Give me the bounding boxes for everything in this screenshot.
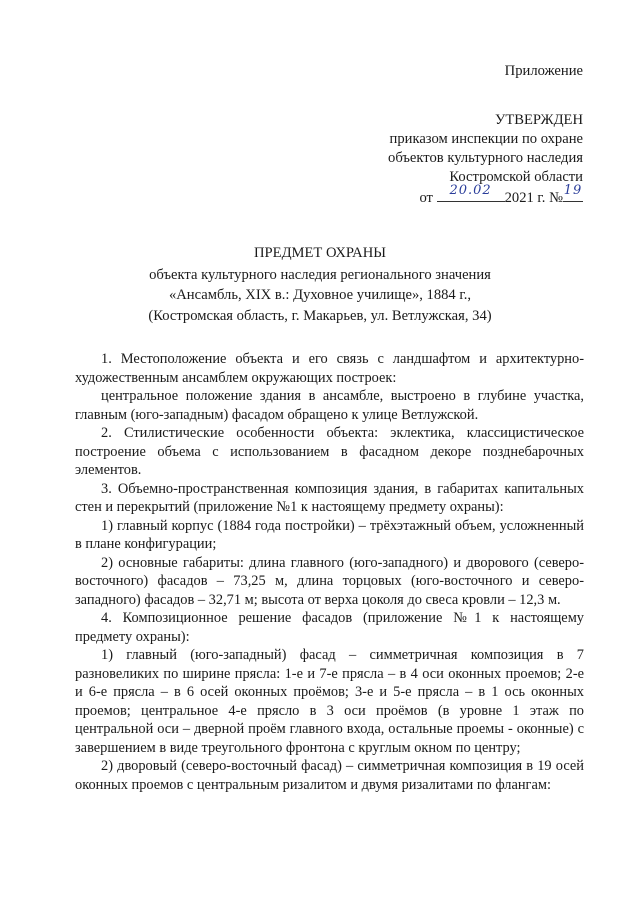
approval-block [388, 111, 583, 208]
heading-title: ПРЕДМЕТ ОХРАНЫ [254, 245, 386, 261]
approval-line: Костромской области [449, 169, 583, 185]
paragraph: 2. Стилистические особенности объекта: эклектика, классицистическое построение объема с использованием в фасадном декоре позднебарочных элементов. [75, 425, 584, 478]
paragraph: 2) дворовый (северо-восточный фасад) – симметричная композиция в 19 осей оконных проемов с центральным ризалитом и двумя ризалитами по флангам: [75, 758, 584, 793]
approval-date-line [388, 183, 583, 208]
paragraph: 1) главный корпус (1884 года постройки) – трёхэтажный объем, усложненный в плане конфигурации; [75, 517, 584, 552]
from-prefix: от [419, 190, 433, 206]
heading-line: объекта культурного наследия регионального значения [149, 266, 491, 283]
paragraph: 3. Объемно-пространственная композиция здания, в габаритах капитальных стен и перекрытий (приложение №1 к настоящему предмету охраны): [75, 480, 584, 515]
handwritten-date: 20.02 [449, 183, 492, 198]
paragraph: центральное положение здания в ансамбле, выстроено в глубине участка, главным (юго-западным) фасадом обращено к улице Ветлужской. [75, 388, 584, 423]
approval-line: объектов культурного наследия [388, 150, 583, 166]
paragraph: 1. Местоположение объекта и его связь с ландшафтом и архитектурно-художественным ансамблем окружающих построек: [75, 351, 584, 386]
handwritten-number: 19 [563, 183, 583, 198]
appendix-label: Приложение [504, 63, 583, 79]
heading-line: (Костромская область, г. Макарьев, ул. Ветлужская, 34) [148, 307, 492, 324]
date-blank [437, 183, 505, 202]
paragraph: 2) основные габариты: длина главного (юго-западного) и дворового (северо-восточного) фасадов – 73,25 м, длина торцовых (юго-восточного и северо-западного) фасадов – 32,71 м; высота от верха цоколя до свеса кровли – 12,3 м. [75, 554, 584, 608]
number-blank [563, 183, 583, 202]
year-text: 2021 г. № [504, 190, 563, 206]
approval-title: УТВЕРЖДЕН [495, 112, 583, 128]
heading-line: «Ансамбль, XIX в.: Духовное училище», 1884 г., [168, 287, 472, 303]
document-heading [60, 243, 580, 326]
approval-line: приказом инспекции по охране [389, 131, 583, 147]
document-body [75, 350, 584, 794]
paragraph: 4. Композиционное решение фасадов (приложение №1 к настоящему предмету охраны): [75, 610, 584, 645]
paragraph: 1) главный (юго-западный) фасад – симметричная композиция в 7 разновеликих по ширине прясла: 1-е и 7-е прясла – в 4 оси оконных проемов; 2-е и 6-е прясла – в 6 осей оконных проёмов; 3-е и 5-е прясла – в 1 ось оконных проемов; центральное 4-е прясло в 3 оси проёмов (в уровне 1 этаж по центральной оси – дверной проём главного входа, остальные проемы - оконные) с завершением в виде треугольного фронтона с круглым окном по центру; [75, 647, 584, 756]
